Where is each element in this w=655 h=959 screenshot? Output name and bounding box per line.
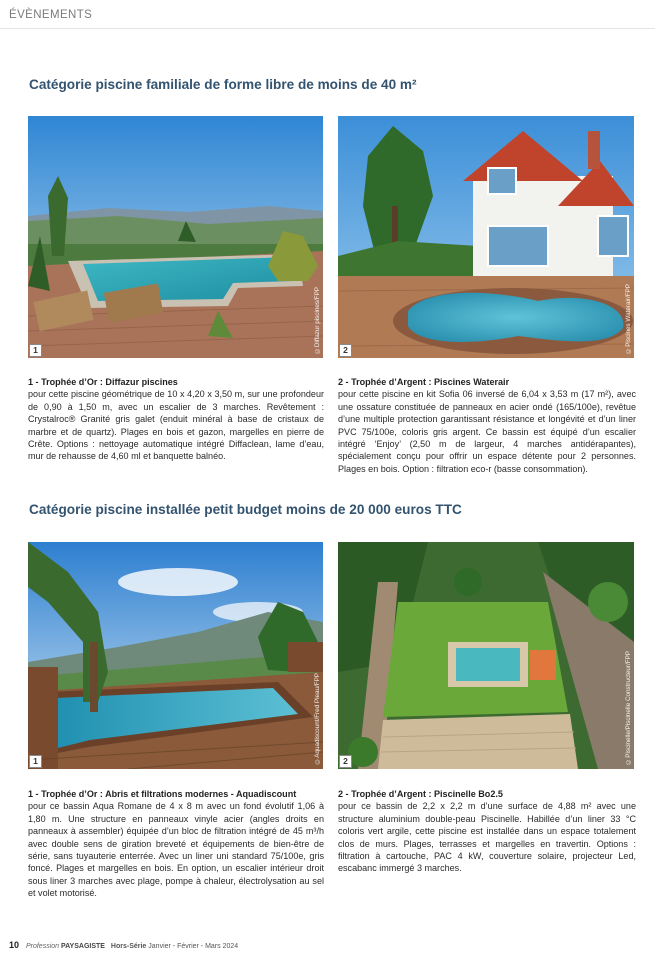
caption-entry-4 <box>338 788 636 875</box>
category-title-1: Catégorie piscine familiale de forme libre de moins de 40 m² <box>29 77 417 92</box>
section-tag: ÉVÈNEMENTS <box>9 9 93 21</box>
page-number: 10 <box>9 940 20 950</box>
photo-credit: ©Piscinelle/Piscinelle Constructeur/FPP <box>625 651 632 765</box>
header-divider <box>0 28 655 29</box>
photo-credit: ©Piscines Waterair/FPP <box>625 284 632 354</box>
photo-credit: ©Diffazur piscines/FPP <box>314 286 321 354</box>
photo-piscinelle-pool <box>338 542 634 769</box>
issue-label: Hors-Série <box>110 943 147 950</box>
caption-entry-1 <box>28 376 324 463</box>
caption-body: pour cette piscine géométrique de 10 x 4,20 x 3,50 m, sur une profondeur de 0,90 à 1,50 m, avec un escalier de 3 marches. Revêtement : Crystalroc® Granité gris galet (enduit minéral à base de cristaux de marbre et de quartz). Plages en bois et gazon, margelles en pierre de Crête. Options : nettoyage automatique intégré Diffaclean, lame d’eau, mur de rehausse de 4,60 ml et banquette balnéo. <box>28 389 324 462</box>
category-title-2: Catégorie piscine installée petit budget moins de 20 000 euros TTC <box>29 502 462 517</box>
caption-body: pour ce bassin Aqua Romane de 4 x 8 m avec un fond évolutif 1,06 à 1,80 m. Une structure en panneaux vinyle acier (angles droits en panneaux à assembler) équipée d’un bloc de filtration intégré de 45 m³/h avec double sens de giration breveté et équipements de bien-être de série, sans tuyauterie enterrée. Avec un liner uni standard 75/100e, gris foncé. Plages et margelles en bois. En option, un escalier intérieur droit sous liner 3 marches avec plage, pompe à chaleur, électrolysation au sel et volet motorisé. <box>28 801 324 899</box>
caption-title: 2 - Trophée d’Argent : Piscines Waterair <box>338 377 510 387</box>
magazine-name-2: PAYSAGISTE <box>61 943 105 950</box>
caption-entry-2 <box>338 376 636 475</box>
photo-aquadiscount-pool <box>28 542 323 769</box>
caption-body: pour ce bassin de 2,2 x 2,2 m d’une surface de 4,88 m² avec une structure aluminium double-peau Piscinelle. Habillée d’un liner 33 °C coloris vert argile, cette piscine est installée dans un espace totalement clos de murs. Plages, terrasses et margelles en travertin. Options : filtration à cartouche, PAC 4 kW, couverture solaire, projecteur Led, escabanc immergé 3 marches. <box>338 801 636 874</box>
photo-number-badge: 1 <box>29 755 42 768</box>
caption-title: 1 - Trophée d’Or : Abris et filtrations modernes - Aquadiscount <box>28 789 297 799</box>
caption-entry-3 <box>28 788 324 900</box>
caption-title: 2 - Trophée d’Argent : Piscinelle Bo2.5 <box>338 789 503 799</box>
issue-date: Janvier - Février - Mars 2024 <box>148 943 239 950</box>
page-footer <box>9 940 238 950</box>
issue-info <box>111 943 238 950</box>
photo-waterair-pool <box>338 116 634 358</box>
caption-body: pour cette piscine en kit Sofia 06 inversé de 6,04 x 3,53 m (17 m²), avec une ossature constituée de panneaux en acier ondé (165/100e), revêtue d’une multiple protection garantissant résistance et longévité et d’un liner PVC 75/100e, coloris gris argent. Ce bassin est équipé d’un escalier intégré ‘Enjoy’ (2,50 m de largeur, 4 marches antidérapantes), spécialement conçu pour offrir un espace détente pour 2 personnes. Plages en bois. Option : filtration eco-r (basse consommation). <box>338 389 636 474</box>
photo-number-badge: 2 <box>339 755 352 768</box>
photo-credit: ©Aquadiscount/Fred Pieau/FPP <box>314 673 321 765</box>
photo-number-badge: 1 <box>29 344 42 357</box>
caption-title: 1 - Trophée d’Or : Diffazur piscines <box>28 377 178 387</box>
photo-diffazur-pool <box>28 116 323 358</box>
photo-number-badge: 2 <box>339 344 352 357</box>
magazine-name: Profession <box>25 943 60 950</box>
